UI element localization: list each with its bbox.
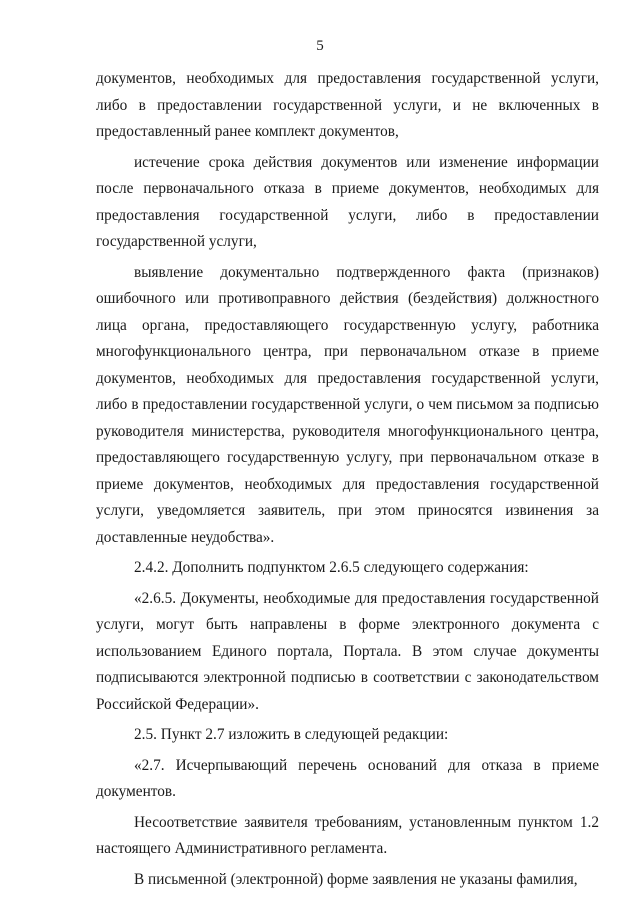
paragraph: 2.4.2. Дополнить подпунктом 2.6.5 следующего содержания: (134, 559, 529, 576)
paragraph: документов, необходимых для предоставления государственной услуги, либо в предоставлении государственной услуги, и не включенных в предоставленный ранее комплект документов, (96, 70, 599, 140)
page-number: 5 (316, 38, 324, 54)
paragraph: выявление документально подтвержденного факта (признаков) ошибочного или противоправного действия (бездействия) должностного лица органа, предоставляющего государственную услугу, работника многофункционального центра, при первоначальном отказе в приеме документов, необходимых для предоставления государственной услуги, либо в предоставлении государственной услуги, о чем письмом за подписью руководителя министерства, руководителя многофункционального центра, предоставляющего государственную услугу, при первоначальном отказе в приеме документов, необходимых для предоставления государственной услуги, уведомляется заявитель, при этом приносятся извинения за доставленные неудобства». (96, 263, 599, 546)
paragraph: «2.6.5. Документы, необходимые для предоставления государственной услуги, могут быть направлены в форме электронного документа с использованием Единого портала, Портала. В этом случае документы подписываются электронной подписью в соответствии с законодательством Российской Федерации». (96, 589, 599, 713)
paragraph: 2.5. Пункт 2.7 изложить в следующей редакции: (134, 726, 449, 743)
paragraph: В письменной (электронной) форме заявления не указаны фамилия, (134, 870, 578, 888)
paragraph: «2.7. Исчерпывающий перечень оснований для отказа в приеме документов. (96, 756, 599, 800)
document-body (96, 66, 599, 893)
paragraph: Несоответствие заявителя требованиям, установленным пунктом 1.2 настоящего Административного регламента. (96, 813, 599, 857)
paragraph: истечение срока действия документов или изменение информации после первоначального отказа в приеме документов, необходимых для предоставления государственной услуги, либо в предоставлении государственной услуги, (96, 153, 599, 250)
